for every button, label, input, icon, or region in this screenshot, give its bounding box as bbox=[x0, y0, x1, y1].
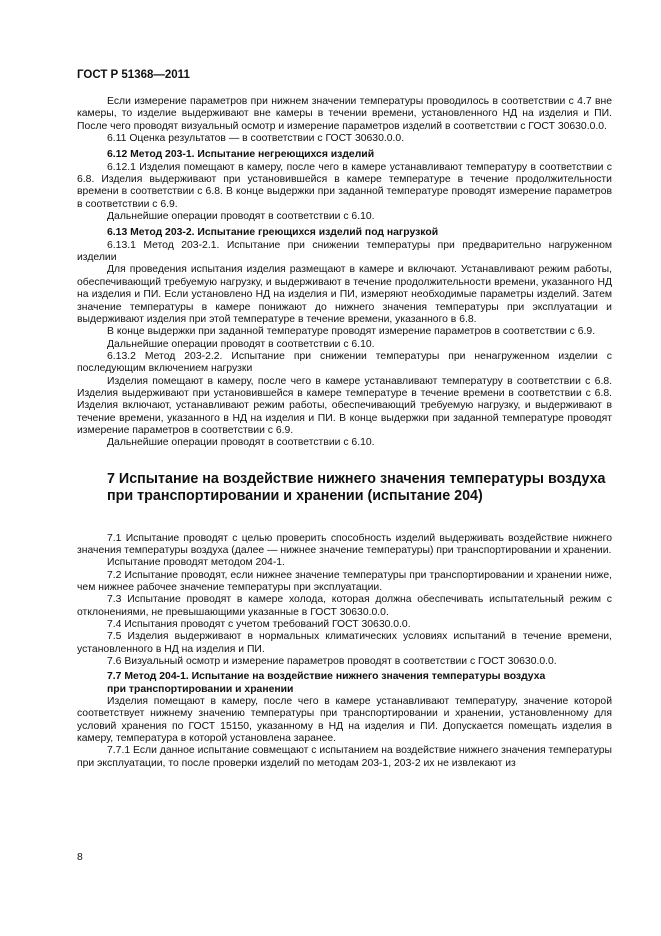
page-number: 8 bbox=[77, 852, 83, 863]
subsection-heading: 6.13 Метод 203-2. Испытание греющихся изделий под нагрузкой bbox=[107, 227, 439, 239]
subsection-heading-line: 7.7 Метод 204-1. Испытание на воздействие нижнего значения температуры воздуха bbox=[107, 671, 546, 683]
paragraph: Изделия помещают в камеру, после чего в камере устанавливают температуру в соответствии с 6.8. Изделия выдерживают при установившейся в камере температуре в течение времени в соответствии с 6.8. Изделия включают, устанавливают режим работы, обеспечивающий требуемую нагрузку, и выдерживают в течение времени, указанного в НД на изделия и ПИ. В конце выдержки при заданной температуре проводят измерение параметров в соответствии с 6.9. bbox=[77, 375, 612, 436]
paragraph: 7.3 Испытание проводят в камере холода, которая должна обеспечивать испытательный режим с отклонениями, не превышающими указанные в ГОСТ 30630.0.0. bbox=[77, 594, 612, 618]
paragraph: 7.6 Визуальный осмотр и измерение параметров проводят в соответствии с ГОСТ 30630.0.0. bbox=[107, 656, 557, 668]
paragraph: Если измерение параметров при нижнем значении температуры проводилось в соответствии с 4.7 вне камеры, то изделие выдерживают вне камеры в течении времени, установленного НД на изделия и ПИ. После чего проводят визуальный осмотр и измерение параметров изделий в соответствии с ГОСТ 30630.0.0. bbox=[77, 96, 612, 132]
subsection-heading-line: при транспортировании и хранении bbox=[107, 683, 294, 695]
paragraph: 7.2 Испытание проводят, если нижнее значение температуры при транспортировании и хранении ниже, чем нижнее рабочее значение температуры при эксплуатации. bbox=[77, 569, 612, 593]
paragraph: 7.5 Изделия выдерживают в нормальных климатических условиях испытаний в течение времени, установленного в НД на изделия и ПИ. bbox=[77, 631, 612, 655]
paragraph: 7.1 Испытание проводят с целью проверить способность изделий выдерживать воздействие нижнего значения температуры воздуха (далее — нижнее значение температуры) при транспортировании и хранении. bbox=[77, 532, 612, 556]
document-body bbox=[77, 96, 612, 770]
paragraph: 6.12.1 Изделия помещают в камеру, после чего в камере устанавливают температуру в соответствии с 6.8. Изделия выдерживают при установившейся в камере температуре в течение продолжительности времени в соответствии с 6.8. В конце выдержки при заданной температуре проводят измерение параметров в соответствии с 6.9. bbox=[77, 161, 612, 210]
subsection-heading bbox=[77, 671, 612, 696]
paragraph: В конце выдержки при заданной температуре проводят измерение параметров в соответствии с 6.9. bbox=[107, 326, 596, 338]
paragraph: 6.13.2 Метод 203-2.2. Испытание при снижении температуры при ненагруженном изделии с последующим включением нагрузки bbox=[77, 350, 612, 375]
paragraph: Дальнейшие операции проводят в соответствии с 6.10. bbox=[107, 211, 375, 223]
subsection-heading: 6.12 Метод 203-1. Испытание негреющихся изделий bbox=[107, 149, 375, 161]
paragraph: 6.11 Оценка результатов — в соответствии с ГОСТ 30630.0.0. bbox=[107, 133, 405, 145]
section-heading: 7 Испытание на воздействие нижнего значения температуры воздуха при транспортировании и хранении (испытание 204) bbox=[107, 470, 606, 505]
paragraph: Для проведения испытания изделия размещают в камере и включают. Устанавливают режим работы, обеспечивающий требуемую нагрузку, и выдерживают в течение продолжительности времени, указанного НД на изделия и ПИ. Если установлено НД на изделия и ПИ, измеряют необходимые параметры изделий. Затем значение температуры в камере понижают до нижнего значения температуры при эксплуатации и выдерживают изделия при этой температуре в течение времени, указанного в 6.8. bbox=[77, 264, 612, 325]
document-header: ГОСТ Р 51368—2011 bbox=[77, 69, 190, 81]
paragraph: Дальнейшие операции проводят в соответствии с 6.10. bbox=[107, 338, 375, 350]
paragraph: 6.13.1 Метод 203-2.1. Испытание при снижении температуры при предварительно нагруженном изделии bbox=[77, 239, 612, 264]
paragraph: Испытание проводят методом 204-1. bbox=[107, 557, 285, 569]
paragraph: Дальнейшие операции проводят в соответствии с 6.10. bbox=[107, 437, 375, 449]
paragraph: 7.4 Испытания проводят с учетом требований ГОСТ 30630.0.0. bbox=[107, 619, 411, 631]
paragraph: Изделия помещают в камеру, после чего в камере устанавливают температуру, значение которой соответствует нижнему значению температуры при транспортировании и хранении, установленному для условий хранения по ГОСТ 15150, указанному в НД на изделия и ПИ. Допускается помещать изделия в камеру, температура в которой установлена заранее. bbox=[77, 696, 612, 745]
paragraph: 7.7.1 Если данное испытание совмещают с испытанием на воздействие нижнего значения температуры при эксплуатации, то после проверки изделий по методам 203-1, 203-2 их не извлекают из bbox=[77, 745, 612, 769]
